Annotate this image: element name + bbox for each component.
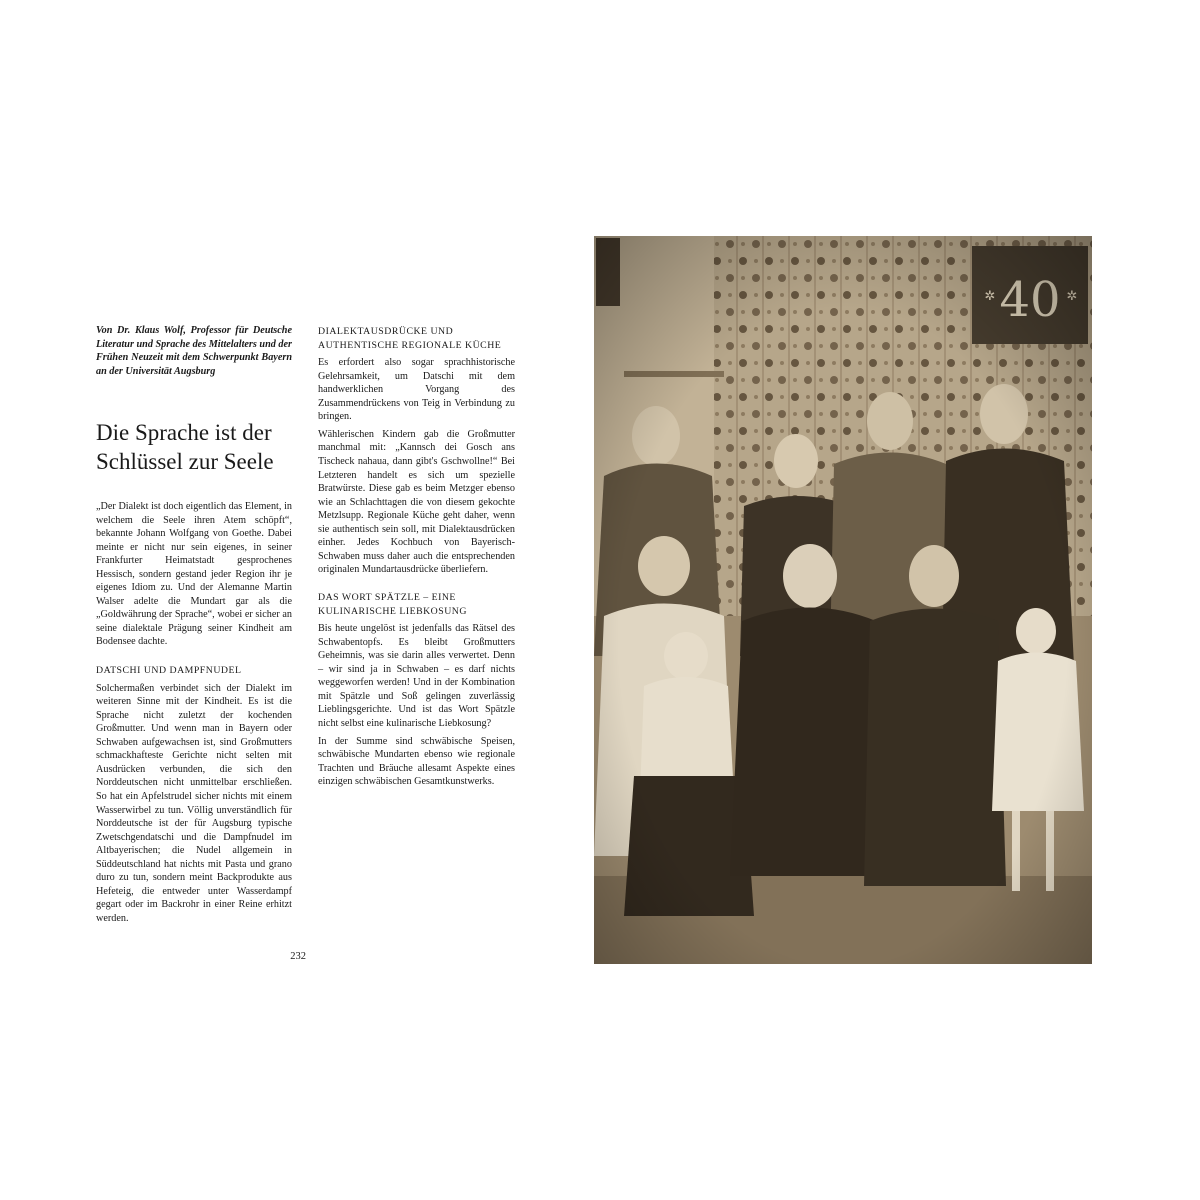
paragraph-gelehrsamkeit: Es erfordert also sogar sprachhistorische Gelehrsamkeit, um Datschi mit dem handwerklichen Vorgang des Zusammendrückens von Teig in Verbindung zu bringen. bbox=[318, 357, 515, 423]
title-line-2: Schlüssel zur Seele bbox=[96, 449, 274, 474]
section-heading-spaetzle: DAS WORT SPÄTZLE – EINE KULINARISCHE LIEBKOSUNG bbox=[318, 591, 467, 617]
page-number: 232 bbox=[290, 951, 306, 962]
paragraph-summe: In der Summe sind schwäbische Speisen, schwäbische Mundarten ebenso wie regionale Trachten und Bräuche allesamt Aspekte eines einzigen schwäbischen Gesamtkunstwerks. bbox=[318, 735, 515, 788]
article-title bbox=[96, 418, 306, 476]
paragraph-schwabentopf: Bis heute ungelöst ist jedenfalls das Rätsel des Schwabentopfs. Es bleibt Großmutters Geheimnis, was sie darin alles verwertet. Denn – wir sind ja in Schwaben – es darf nichts weggeworfen werden! Und in der Kombination mit Spätzle und Soß gelingen zuverlässig Lieblingsgerichte. Und ist das Wort Spätzle nicht selbst eine kulinarische Liebkosung? bbox=[318, 623, 515, 729]
family-photograph bbox=[594, 236, 1092, 964]
intro-paragraph: „Der Dialekt ist doch eigentlich das Element, in welchem die Seele ihren Atem schöpft“, bekannte Johann Wolfgang von Goethe. Dabei meinte er nicht nur sein eigenes, in seiner Frankfurter Heimatstadt gesprochenes Hessisch, sondern gestand jeder Region ihr je eigenes Idiom zu. Und der Alemanne Martin Walser adelte die Mundart gar als die „Goldwährung der Sprache“, wobei er sicher an seine dialektale Prägung seiner Kindheit am Bodensee dachte. bbox=[96, 501, 292, 648]
author-byline: Von Dr. Klaus Wolf, Professor für Deutsche Literatur und Sprache des Mittelalters und der Frühen Neuzeit mit dem Schwerpunkt Bayern an der Universität Augsburg bbox=[96, 325, 292, 377]
left-text-column bbox=[96, 500, 292, 925]
right-text-column bbox=[318, 325, 515, 789]
title-line-1: Die Sprache ist der bbox=[96, 420, 272, 445]
paragraph-grossmutter: Wählerischen Kindern gab die Großmutter manchmal mit: „Kannsch dei Gosch ans Tischeck nahaua, dann gibt's Gschwollne!“ Bei Letzteren handelt es sich um spezielle Bratwürste. Diese gab es beim Metzger ebenso wie an Schlachttagen die von diesem gekochte Metzlsupp. Regionale Küche geht daher, wenn sie authentisch sein soll, mit Dialektausdrücken einher. Jedes Kochbuch von Bayerisch-Schwaben muss daher auch die entsprechenden originalen Mundartausdrücke überliefern. bbox=[318, 428, 515, 576]
section-heading-datschi: DATSCHI UND DAMPFNUDEL bbox=[96, 665, 242, 677]
section-heading-dialekt: DIALEKTAUSDRÜCKE UND AUTHENTISCHE REGIONALE KÜCHE bbox=[318, 326, 502, 351]
section-paragraph-datschi: Solchermaßen verbindet sich der Dialekt im weiteren Sinne mit der Kindheit. Es ist die Sprache nicht zuletzt der kochenden Großmutter. Und wenn man in Bayern oder Schwaben aufgewachsen ist, sind Großmutters schmackhafteste Gerichte nicht selten mit Ausdrücken verbunden, die sich den Norddeutschen nicht unmittelbar erschließen. So hat ein Apfelstrudel sicher nichts mit einem Wasserwirbel zu tun. Völlig unverständlich für Norddeutsche ist der für Augsburg typische Zwetschgendatschi und die Dampfnudel im Altbayerischen; die Nudel allgemein in Süddeutschland hat nichts mit Pasta und grano duro zu tun, sondern meint Backprodukte aus Hefeteig, die entweder unter Wasserdampf gegart oder im Backrohr in einer Reine erhitzt werden. bbox=[96, 682, 292, 924]
